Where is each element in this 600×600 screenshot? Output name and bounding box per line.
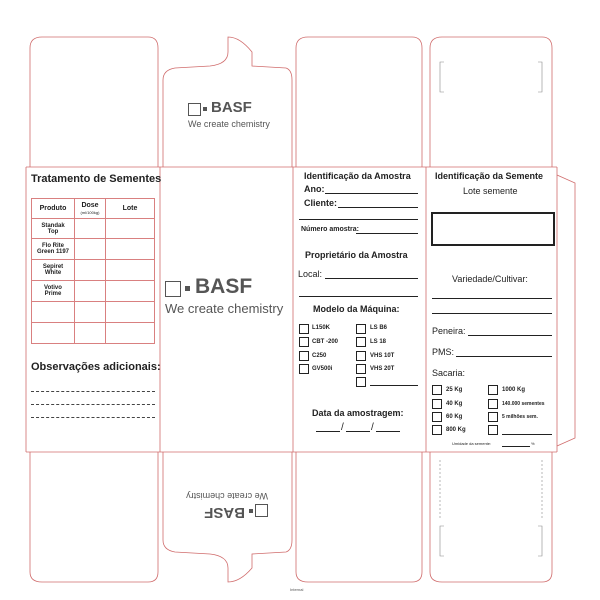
lote-cell[interactable] <box>106 281 155 302</box>
table-row <box>32 260 155 281</box>
ano-field[interactable] <box>325 193 418 194</box>
basf-square-icon <box>188 103 201 116</box>
date-day-field[interactable] <box>316 431 340 432</box>
pms-label: PMS: <box>432 347 455 357</box>
sack-label: 5 milhões sem. <box>502 414 538 420</box>
logo-brand: BASF <box>211 99 252 116</box>
machine-checkbox[interactable] <box>299 364 309 374</box>
product-cell[interactable] <box>32 323 75 344</box>
machine-label: LS B6 <box>370 325 388 331</box>
local-label: Local: <box>298 269 323 279</box>
sack-label: 1000 Kg <box>502 387 526 393</box>
sack-label: 60 Kg <box>446 414 463 420</box>
variedade-field-extra[interactable] <box>432 313 552 314</box>
table-row <box>32 239 155 260</box>
sack-label: 25 Kg <box>446 387 463 393</box>
dose-cell[interactable] <box>75 302 106 323</box>
date-separator: / <box>371 422 374 433</box>
local-field-extra[interactable] <box>299 296 418 297</box>
treatment-table <box>31 198 155 344</box>
numero-field[interactable] <box>356 233 418 234</box>
machine-checkbox[interactable] <box>356 364 366 374</box>
basf-dot-icon <box>203 107 207 111</box>
sack-label: 140.000 sementes <box>502 401 545 407</box>
lote-semente-label: Lote semente <box>463 186 518 196</box>
sack-checkbox[interactable] <box>488 385 498 395</box>
date-year-field[interactable] <box>376 431 400 432</box>
machine-label: LS 18 <box>370 339 387 345</box>
dose-cell[interactable] <box>75 260 106 281</box>
date-title: Data da amostragem: <box>312 408 404 418</box>
sack-checkbox[interactable] <box>488 399 498 409</box>
logo-tagline: We create chemistry <box>186 491 268 501</box>
cliente-field[interactable] <box>338 207 418 208</box>
peneira-label: Peneira: <box>432 326 466 336</box>
numero-label: Número amostra: <box>301 226 359 233</box>
logo-brand: BASF <box>195 275 253 298</box>
cliente-label: Cliente: <box>304 198 338 208</box>
umidade-field[interactable] <box>502 446 530 447</box>
pms-field[interactable] <box>456 356 552 357</box>
product-cell: Votivo Prime <box>32 281 75 302</box>
col-dose-label: Dose <box>81 201 99 209</box>
machine-label: VHS 10T <box>370 353 395 359</box>
machine-checkbox[interactable] <box>299 351 309 361</box>
logo-tagline: We create chemistry <box>165 301 284 316</box>
lote-cell[interactable] <box>106 260 155 281</box>
machine-title: Modelo da Máquina: <box>313 304 400 314</box>
umidade-unit: % <box>531 441 535 446</box>
observations-title: Observações adicionais: <box>31 361 161 373</box>
basf-dot-icon <box>185 286 190 291</box>
sack-checkbox[interactable] <box>432 385 442 395</box>
lote-cell[interactable] <box>106 302 155 323</box>
sack-label: 40 Kg <box>446 401 463 407</box>
variedade-field[interactable] <box>432 298 552 299</box>
logo-brand: BASF <box>204 504 245 521</box>
machine-checkbox-other[interactable] <box>356 377 366 387</box>
sack-checkbox[interactable] <box>432 425 442 435</box>
date-separator: / <box>341 422 344 433</box>
machine-label: GV500i <box>312 366 333 372</box>
sack-checkbox[interactable] <box>432 399 442 409</box>
sacaria-label: Sacaria: <box>432 368 466 378</box>
observations-line[interactable] <box>31 391 155 392</box>
table-row <box>32 323 155 344</box>
treatment-title: Tratamento de Sementes <box>31 173 162 185</box>
table-row <box>32 281 155 302</box>
machine-label: CBT -200 <box>312 339 339 345</box>
machine-checkbox[interactable] <box>356 351 366 361</box>
dose-cell[interactable] <box>75 281 106 302</box>
lote-cell[interactable] <box>106 219 155 239</box>
table-row <box>32 219 155 239</box>
machine-label: VHS 20T <box>370 366 395 372</box>
product-cell: Standak Top <box>32 219 75 239</box>
product-cell: Sepiret White <box>32 260 75 281</box>
basf-dot-icon <box>249 509 253 513</box>
umidade-label: Umidade da semente: <box>452 441 492 446</box>
date-month-field[interactable] <box>346 431 370 432</box>
lote-cell[interactable] <box>106 323 155 344</box>
product-cell[interactable] <box>32 302 75 323</box>
lote-cell[interactable] <box>106 239 155 260</box>
sack-checkbox[interactable] <box>488 412 498 422</box>
observations-line[interactable] <box>31 417 155 418</box>
dose-cell[interactable] <box>75 323 106 344</box>
sack-other-field[interactable] <box>502 434 552 435</box>
machine-checkbox[interactable] <box>356 337 366 347</box>
sample-title: Identificação da Amostra <box>304 171 411 181</box>
col-dose <box>75 199 106 219</box>
dose-cell[interactable] <box>75 239 106 260</box>
ano-label: Ano: <box>304 184 325 194</box>
basf-logo-bottom <box>186 486 268 521</box>
peneira-field[interactable] <box>468 335 552 336</box>
owner-title: Proprietário da Amostra <box>305 250 408 260</box>
machine-checkbox[interactable] <box>356 324 366 334</box>
sack-label: 800 Kg <box>446 427 466 433</box>
product-cell: Flo Rite Green 1197 <box>32 239 75 260</box>
seed-title: Identificação da Semente <box>435 171 544 181</box>
col-lote: Lote <box>106 199 155 219</box>
col-produto: Produto <box>32 199 75 219</box>
machine-checkbox[interactable] <box>299 324 309 334</box>
cliente-field-extra[interactable] <box>299 219 418 220</box>
sack-checkbox[interactable] <box>432 412 442 422</box>
machine-label: L150K <box>312 325 331 331</box>
machine-other-field[interactable] <box>370 385 418 386</box>
sack-checkbox-other[interactable] <box>488 425 498 435</box>
machine-checkbox[interactable] <box>299 337 309 347</box>
footer-label: Internal <box>290 587 304 592</box>
logo-tagline: We create chemistry <box>188 119 270 129</box>
dose-cell[interactable] <box>75 219 106 239</box>
local-field[interactable] <box>325 278 418 279</box>
variedade-label: Variedade/Cultivar: <box>452 274 528 284</box>
table-row <box>32 302 155 323</box>
observations-line[interactable] <box>31 404 155 405</box>
basf-square-icon <box>255 504 268 517</box>
machine-label: C250 <box>312 353 327 359</box>
col-dose-unit: (ml/100kg) <box>80 209 100 215</box>
basf-square-icon <box>165 281 181 297</box>
lote-semente-box[interactable] <box>431 212 555 246</box>
